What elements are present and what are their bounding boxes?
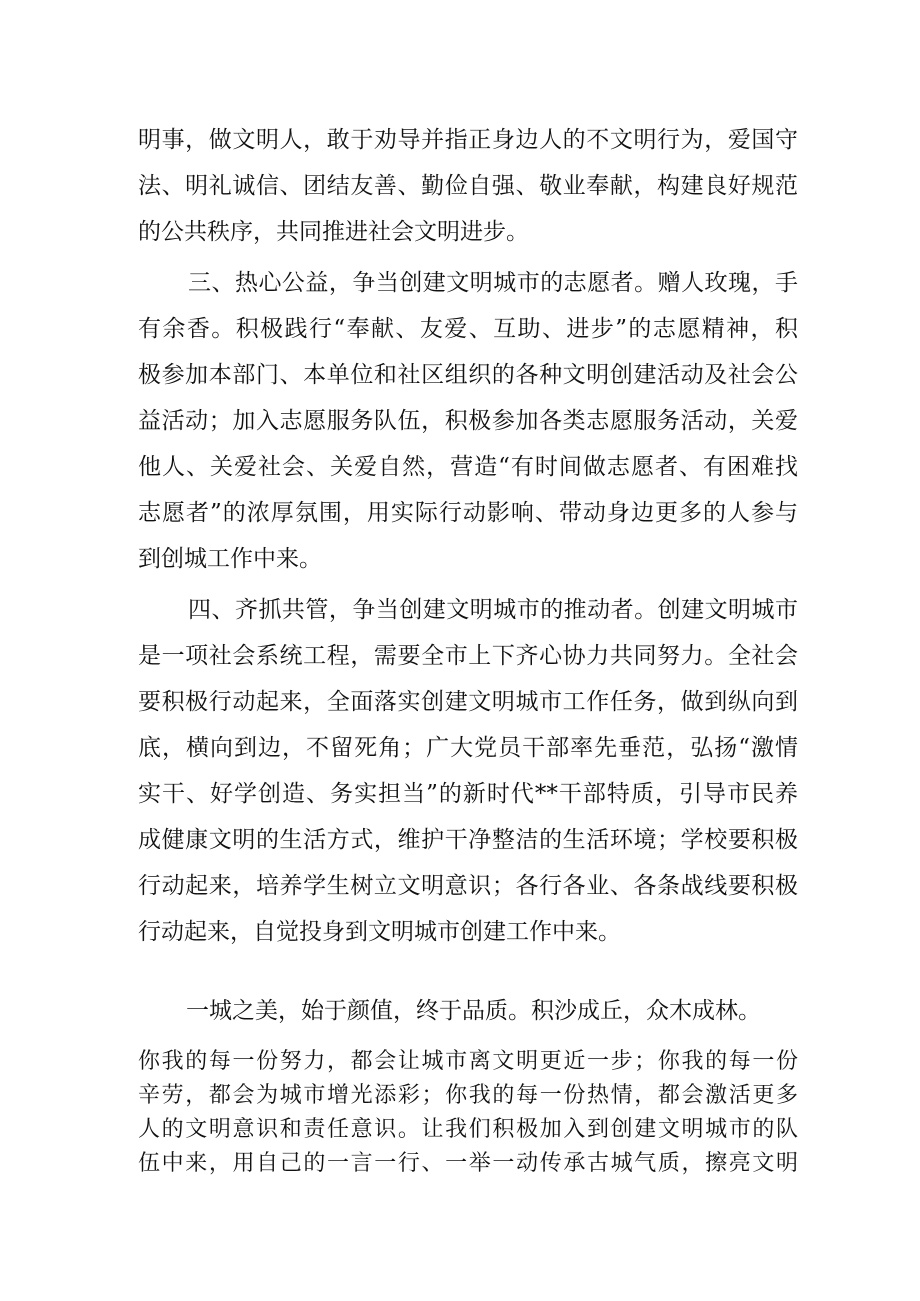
- text-line: 极参加本部门、本单位和社区组织的各种文明创建活动及社会公: [138, 362, 798, 388]
- text-line: 辛劳，都会为城市增光添彩；你我的每一份热情，都会激活更多: [138, 1083, 798, 1108]
- text-line: 实干、好学创造、务实担当”的新时代**干部特质，引导市民养: [138, 781, 798, 807]
- text-line: 行动起来，自觉投身到文明城市创建工作中来。: [138, 919, 621, 945]
- text-line: 要积极行动起来，全面落实创建文明城市工作任务，做到纵向到: [138, 689, 798, 715]
- text-line: 明事，做文明人，敢于劝导并指正身边人的不文明行为，爱国守: [138, 127, 798, 153]
- text-line: 伍中来，用自己的一言一行、一举一动传承古城气质，擦亮文明: [138, 1151, 798, 1176]
- text-line: 到创城工作中来。: [138, 546, 322, 572]
- text-line: 的公共秩序，共同推进社会文明进步。: [138, 219, 529, 245]
- text-line: 志愿者”的浓厚氛围，用实际行动影响、带动身边更多的人参与: [138, 500, 798, 526]
- text-line: 一城之美，始于颜值，终于品质。积沙成丘，众木成林。: [186, 998, 761, 1024]
- text-line: 成健康文明的生活方式，维护干净整洁的生活环境；学校要积极: [138, 827, 798, 853]
- text-line: 法、明礼诚信、团结友善、勤俭自强、敬业奉献，构建良好规范: [138, 173, 798, 199]
- text-line: 底，横向到边，不留死角；广大党员干部率先垂范，弘扬“激情: [138, 735, 798, 761]
- text-line: 是一项社会系统工程，需要全市上下齐心协力共同努力。全社会: [138, 643, 798, 669]
- text-line: 他人、关爱社会、关爱自然，营造“有时间做志愿者、有困难找: [138, 454, 798, 480]
- text-line: 你我的每一份努力，都会让城市离文明更近一步；你我的每一份: [138, 1049, 798, 1074]
- text-line: 有余香。积极践行“奉献、友爱、互助、进步”的志愿精神，积: [138, 316, 798, 342]
- text-line: 四、齐抓共管，争当创建文明城市的推动者。创建文明城市: [188, 597, 798, 623]
- text-line: 益活动；加入志愿服务队伍，积极参加各类志愿服务活动，关爱: [138, 408, 798, 434]
- text-line: 行动起来，培养学生树立文明意识；各行各业、各条战线要积极: [138, 873, 798, 899]
- text-line: 人的文明意识和责任意识。让我们积极加入到创建文明城市的队: [138, 1117, 798, 1142]
- text-line: 三、热心公益，争当创建文明城市的志愿者。赠人玫瑰，手: [188, 270, 798, 296]
